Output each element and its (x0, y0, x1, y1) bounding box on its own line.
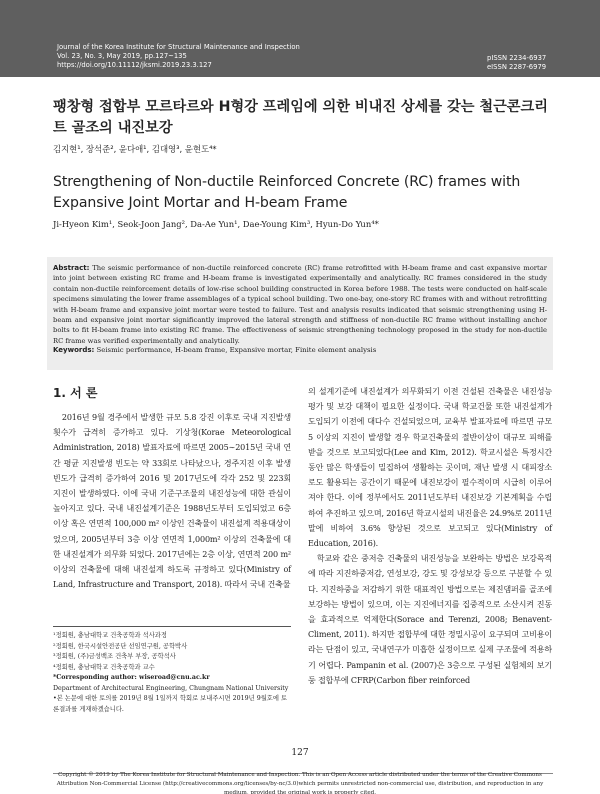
keywords (53, 346, 547, 354)
eissn: eISSN 2287-6979 (487, 63, 547, 71)
right-paragraph-1: 의 설계기준에 내진설계가 의무화되기 이전 건설된 건축물은 내진성능 평가 및 보강 대책이 필요한 실정이다. 국내 학교건물 또한 내진설계가 도입되기 이전에 대다수 건설되었으며, 교육부 발표자료에 따르면 규모 5 이상의 지진이 발생할 경우 학교건축물의 절반이상이 대규모 피해를 받을 것으로 보고되었다(Lee and Kim, 2012). 학교시설은 특정시간 동안 많은 학생들이 밀집하여 생활하는 곳이며, 재난 발생 시 대피장소로도 활용되는 공간이기 때문에 내진보강이 필수적이며 시급히 이루어져야 한다. 이에 정부에서도 2011년도부터 내진보강 기본계획을 수립하여 추진하고 있으며, 2016년 학교시설의 내진율은 24.9%로 2011년 말에 비하여 3.6% 향상된 것으로 보고되고 있다(Ministry of Education, 2016). (308, 387, 552, 549)
title-korean: 팽창형 접합부 모르타르와 H형강 프레임에 의한 비내진 상세를 갖는 철근콘크리트 골조의 내진보강 (53, 99, 548, 136)
journal-name: Journal of the Korea Institute for Structural Maintenance and Inspection (57, 43, 300, 51)
issn-block (487, 54, 546, 72)
journal-header-band (0, 0, 600, 77)
page-number: 127 (291, 748, 309, 758)
keywords-label: Keywords: (53, 346, 95, 354)
pissn: pISSN 2234-6937 (487, 54, 547, 62)
abstract-label: Abstract: (53, 264, 90, 272)
footnote-divider (53, 626, 291, 627)
right-paragraph-2: 학교와 같은 중저층 건축물의 내진성능을 보완하는 방법은 보강목적에 따라 지진하중저감, 연성보강, 강도 및 강성보강 등으로 구분할 수 있다. 지진하중을 저감하기 위한 대표적인 방법으로는 제진댐퍼를 골조에 보강하는 방법이 있으며, 이는 지진에너지를 집중적으로 소산시켜 진동을 효과적으로 억제한다(Sorace and Terenzi, 2008; Benavent- Climent, 2011). 하지만 접합부에 대한 정밀시공이 요구되며 고비용이라는 단점이 있고, 국내연구가 미흡한 실정이므로 실제 구조물에 적용하기 어렵다. Pampanin et al. (2007)은 3층으로 구성된 실험체의 보기둥 접합부에 CFRP(Carbon fiber reinforced (308, 554, 552, 685)
left-column (53, 410, 291, 592)
abstract-body: The seismic performance of non-ductile reinforced concrete (RC) frame retrofitted with H-beam frame and cast expansive mortar into joint between existing RC frame and H-beam frame is investigated experimentally and analytically. RC frames considered in the study contain non-ductile reinforcement details of low-rise school building constructed in Korea before 1988. The tests were conducted on half-scale specimens simulating the lower frame assemblages of a typical school building. Two one-bay, one-story RC frames with and without retrofitting with H-beam frame and expansive joint mortar were tested to failure. Test and analysis results indicated that seismic strengthening using H-beam and expansive joint mortar significantly improved the lateral strength and stiffness of non-ductile RC frame without installing anchor bolts to fit H-beam frame into existing RC frame. The effectiveness of seismic strengthening technology proposed in the study for non-ductile RC frame was verified experimentally and analytically. (53, 264, 547, 345)
footnote-author-3: ³정회원, (주)금성백조 건축부 부장, 공학석사 (53, 653, 176, 660)
title-english: Strengthening of Non-ductile Reinforced Concrete (RC) frames with Expansive Joint Mortar and H-beam Frame (53, 174, 521, 211)
footnote-author-4: ⁴정회원, 충남대학교 건축공학과 교수 (53, 663, 155, 671)
copyright-notice: Copyright © 2019 by The Korea Institute for Structural Maintenance and Inspection. This is an Open Access article distributed under the terms of the Creative Commons Attribution Non-Commercial License (http://creativecommons.org/licenses/by-nc/3.0)which permits unrestricted non-commercial use, distribution, and reproduction in any medium, provided the original work is properly cited. (56, 772, 544, 794)
keywords-list: Seismic performance, H-beam frame, Expansive mortar, Finite element analysis (96, 346, 377, 354)
authors-english: Ji-Hyeon Kim¹, Seok-Joon Jang², Da-Ae Yun¹, Dae-Young Kim³, Hyun-Do Yun⁴* (53, 219, 379, 229)
footnote-author-2: ²정회원, 한국시설안전공단 선임연구원, 공학박사 (53, 642, 188, 650)
left-paragraph-1: 2016년 9월 경주에서 발생한 규모 5.8 강진 이후로 국내 지진발생 횟수가 급격히 증가하고 있다. 기상청(Korae Meteorological Administration, 2018) 발표자료에 따르면 2005∼2015년 국내 연간 평균 지진발생 빈도는 약 33회로 나타났으나, 경주지진 이후 발생 빈도가 급격히 증가하여 2016 및 2017년도에 각각 252 및 223회 지진이 발생하였다. 이에 국내 기준구조물의 내진성능에 대한 관심이 높아지고 있다. 국내 내진설계기준은 1988년도부터 도입되었고 6층이상 혹은 연면적 100,000 m² 이상인 건축물이 내진설계 적용대상이었으며, 2005년부터 3층 이상 연면적 1,000m² 이상의 건축물에 대한 내진설계가 의무화 되었다. 2017년에는 2층 이상, 연면적 200 m² 이상의 건축물에 대해 내진설계 하도록 규정하고 있다(Ministry of Land, Infrastructure and Transport, 2018). 따라서 국내 건축물 (53, 413, 291, 590)
journal-doi-link[interactable]: https://doi.org/10.11112/jksmi.2019.23.3.127 (57, 61, 212, 69)
footnotes (53, 631, 291, 715)
footnote-author-1: ¹정회원, 충남대학교 건축공학과 석사과정 (53, 632, 167, 639)
abstract (53, 263, 547, 346)
journal-volume: Vol. 23, No. 3, May 2019, pp.127~135 (57, 52, 187, 60)
abstract-box (47, 257, 553, 370)
authors-korean: 김지현¹, 장석준², 윤다애¹, 김대영³, 윤현도⁴* (53, 144, 217, 154)
right-column (308, 384, 552, 688)
journal-info (57, 43, 300, 70)
section-heading-introduction: 1. 서 론 (53, 386, 98, 400)
footnote-corresponding: *Corresponding author: wiseroad@cnu.ac.kr (53, 674, 210, 681)
footnote-discussion-note: •본 논문에 대한 토의를 2019년 8월 1일까지 학회로 보내주시면 2019년 9월호에 토론결과를 게재하겠습니다. (53, 695, 288, 713)
footnote-department: Department of Architectural Engineering, Chungnam National University (53, 684, 289, 692)
